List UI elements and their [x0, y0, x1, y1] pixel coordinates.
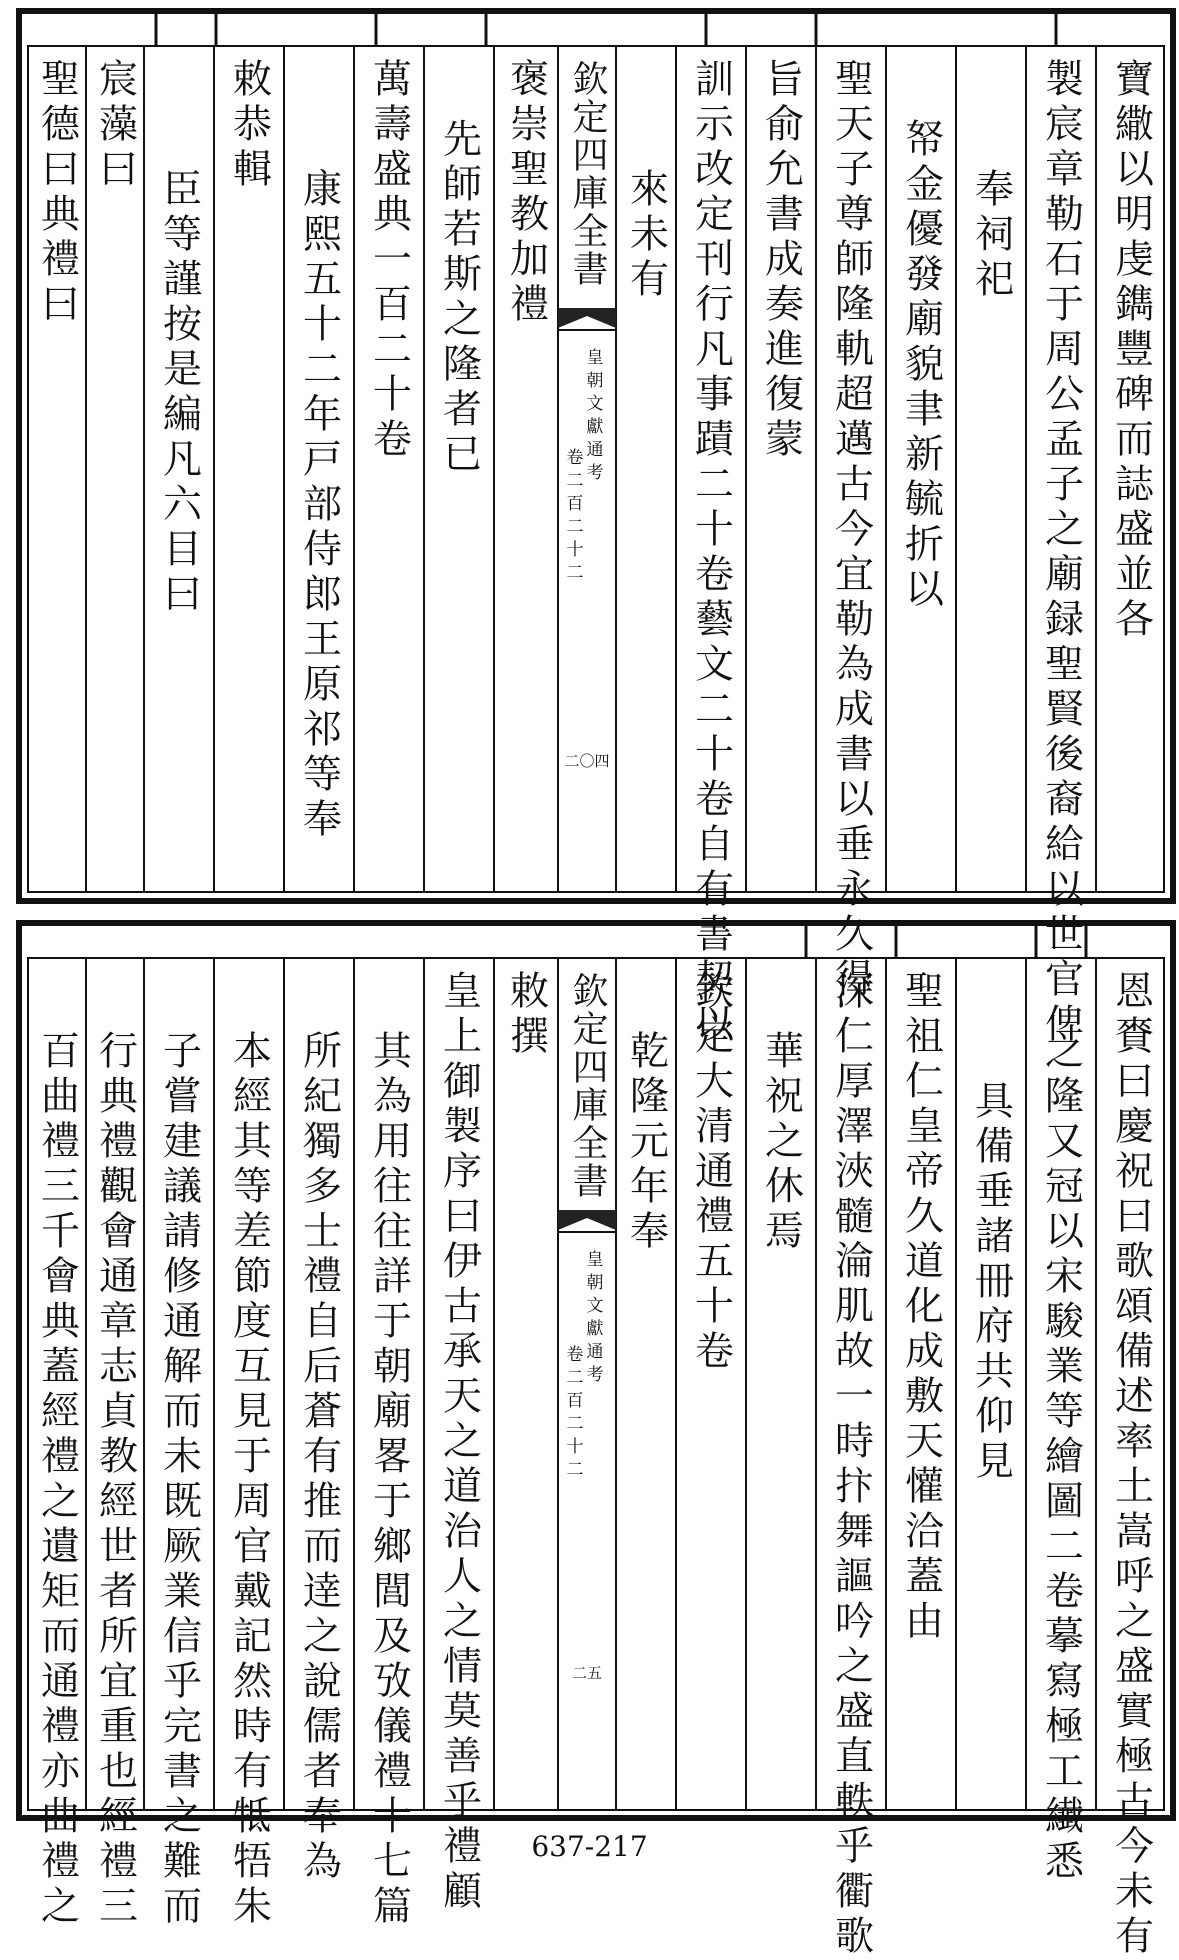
text-column: 訓示改定刊行凡事蹟二十卷藝文二十卷自有書契以: [688, 58, 734, 1048]
text-column: 萬壽盛典一百二十卷: [366, 58, 412, 463]
text-column: 乾隆元年奉: [623, 1030, 669, 1255]
text-column: 臣等謹按是編凡六目曰: [156, 168, 202, 618]
text-column: 本經其等差節度互見于周官戴記然時有牴牾朱: [226, 1030, 272, 1930]
text-column: 聖德曰典禮曰: [34, 58, 80, 328]
text-column: 子嘗建議請修通解而未既厥業信乎完書之難而: [156, 1030, 202, 1930]
text-column: 之隆又冠以宋駿業等繪圖二卷摹寫極工纎悉: [1038, 1030, 1084, 1885]
text-column: 深仁厚澤浹髓淪肌故一時抃舞謳吟之盛直軼乎衢歌: [828, 970, 874, 1960]
text-column: 帑金優發廟貌聿新毓折以: [898, 118, 944, 613]
gutter-page-number: 二〇四: [564, 752, 610, 770]
text-column: 其為用往往詳于朝廟畧于鄉閭及攷儀禮十七篇: [366, 1030, 412, 1930]
text-column: 敕恭輯: [226, 58, 272, 193]
text-column: 寶繖以明虔鐫豐碑而誌盛並各: [1108, 58, 1154, 643]
text-column: 百曲禮三千會典蓋經禮之遺矩而通禮亦曲禮之: [34, 1030, 80, 1930]
text-column: 恩賚曰慶祝曰歌頌備述率土嵩呼之盛實極古今未有: [1108, 970, 1154, 1960]
text-column: 製宸章勒石于周公孟子之廟録聖賢後裔給以世官俾: [1038, 58, 1084, 1048]
gutter-volume: 卷二百二十二: [562, 448, 583, 586]
text-column: 華祝之休焉: [758, 1030, 804, 1255]
gutter-book-title: 皇朝文獻通考: [582, 1250, 603, 1388]
text-column: 行典禮觀會通章志貞教經世者所宜重也經禮三: [92, 1030, 138, 1930]
gutter-book-title: 皇朝文獻通考: [582, 348, 603, 486]
text-column: 敕撰: [503, 970, 549, 1060]
text-column: 皇上御製序曰伊古承天之道治人之情莫善乎禮顧: [436, 970, 482, 1915]
text-column: 來未有: [623, 168, 669, 303]
gutter-title: 欽定四庫全書: [567, 972, 608, 1200]
text-column: 聖天子尊師隆軌超邁古今宜勒為成書以垂永久得: [828, 58, 874, 1003]
text-column: 所紀獨多士禮自后蒼有推而逹之說儒者奉為: [296, 1030, 342, 1885]
text-column: 旨俞允書成奏進復蒙: [758, 58, 804, 463]
text-column: 具備垂諸冊府共仰見: [968, 1080, 1014, 1485]
text-column: 褒崇聖教加禮: [503, 58, 549, 328]
text-column: 聖祖仁皇帝久道化成敷天懽洽蓋由: [898, 970, 944, 1645]
page-number: 637-217: [531, 1830, 648, 1863]
gutter-page-number: 二五: [571, 1664, 602, 1682]
gutter-title: 欽定四庫全書: [567, 60, 608, 288]
text-column: 欽定大清通禮五十卷: [688, 970, 734, 1375]
text-column: 宸藻曰: [92, 58, 138, 193]
text-column: 先師若斯之隆者已: [436, 118, 482, 478]
text-column: 康熙五十二年戸部侍郎王原祁等奉: [296, 168, 342, 843]
gutter-volume: 卷二百二十二: [562, 1345, 583, 1483]
text-column: 奉祠祀: [968, 168, 1014, 303]
